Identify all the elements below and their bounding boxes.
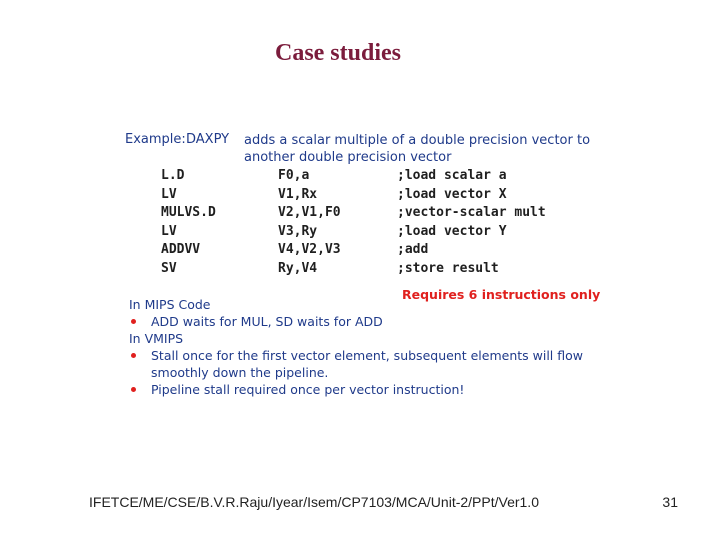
example-description: adds a scalar multiple of a double precision vector to another double precision vector	[244, 133, 591, 165]
code-opcode: L.D	[161, 168, 185, 183]
bullet-text: Pipeline stall required once per vector instruction!	[151, 382, 465, 397]
bullet-icon	[131, 387, 136, 392]
bullet-item	[129, 347, 629, 381]
bullet-icon	[131, 353, 136, 358]
code-comment: ;load vector Y	[397, 223, 507, 239]
slide-title: Case studies	[274, 40, 401, 66]
bullet-text: Stall once for the first vector element, subsequent elements will flow smoothly down the pipeline.	[151, 348, 583, 380]
bullet-icon	[131, 319, 136, 324]
instruction-count-note: Requires 6 instructions only	[402, 287, 601, 302]
code-operands: V2,V1,F0	[278, 205, 341, 220]
notes-list	[129, 296, 629, 398]
code-operands: V3,Ry	[278, 223, 318, 239]
code-comment: ;store result	[397, 260, 499, 276]
code-opcode: ADDVV	[161, 242, 201, 257]
code-comment: ;load scalar a	[397, 168, 507, 183]
code-comment: ;vector-scalar mult	[397, 205, 546, 220]
code-operands: F0,a	[278, 168, 310, 183]
bullet-item	[129, 381, 629, 398]
code-comment: ;load vector X	[397, 186, 507, 202]
code-operands: V1,Rx	[278, 186, 318, 202]
code-opcode: LV	[161, 186, 177, 202]
page-number: 31	[662, 494, 678, 510]
example-label: Example:	[125, 132, 186, 147]
bullet-text: ADD waits for MUL, SD waits for ADD	[151, 314, 383, 329]
mips-heading: In MIPS Code	[129, 297, 211, 312]
code-operands: Ry,V4	[278, 260, 318, 276]
bullet-item	[129, 313, 629, 330]
code-opcode: SV	[161, 260, 177, 276]
code-opcode: LV	[161, 223, 177, 239]
code-comment: ;add	[397, 242, 429, 257]
code-operands: V4,V2,V3	[278, 242, 341, 257]
footer-text: IFETCE/ME/CSE/B.V.R.Raju/Iyear/Isem/CP7103/MCA/Unit-2/PPt/Ver1.0	[89, 494, 539, 510]
example-name: DAXPY	[186, 132, 230, 147]
code-opcode: MULVS.D	[161, 205, 216, 220]
vmips-heading: In VMIPS	[129, 331, 184, 346]
